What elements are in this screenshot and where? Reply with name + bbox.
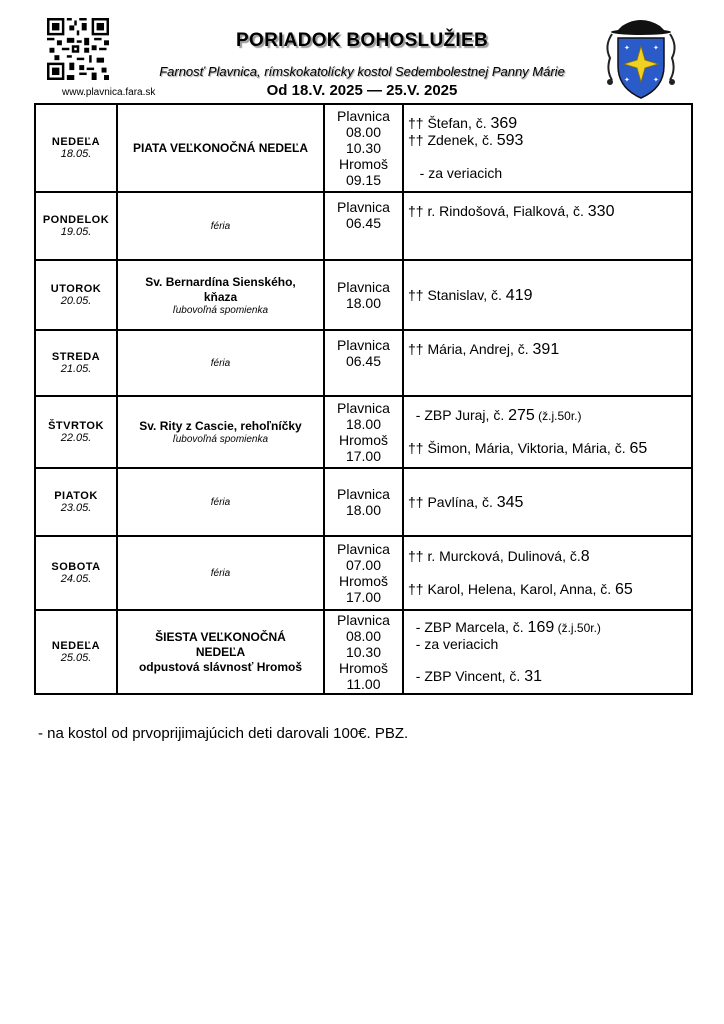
- time-line: 11.00: [346, 676, 381, 692]
- time-line: Plavnica: [337, 108, 390, 124]
- day-name: STREDA: [51, 351, 101, 363]
- feast-cell: [117, 192, 324, 260]
- time-line: 07.00: [345, 557, 382, 573]
- day-name: PONDELOK: [42, 214, 110, 226]
- time-line: Plavnica: [337, 337, 390, 353]
- day-cell: [35, 330, 117, 396]
- feast-cell: [117, 104, 324, 192]
- intention-line: - za veriacich: [408, 165, 503, 181]
- time-cell: [324, 468, 403, 536]
- day-cell: [35, 192, 117, 260]
- feast-cell: [117, 610, 324, 694]
- time-line: Plavnica: [337, 279, 390, 295]
- feast-name: ŠIESTA VEĽKONOČNÁ: [155, 629, 286, 644]
- day-cell: [35, 468, 117, 536]
- time-line: 06.45: [345, 353, 382, 369]
- day-cell: [35, 396, 117, 468]
- table-row: [35, 396, 692, 468]
- feast-name: PIATA VEĽKONOČNÁ NEDEĽA: [132, 140, 309, 155]
- svg-text:✦: ✦: [653, 44, 659, 52]
- parish-crest-icon: [600, 16, 682, 102]
- intention-cell: [403, 468, 692, 536]
- table-row: [35, 468, 692, 536]
- intention-line: †† r. Murcková, Dulinová, č.8: [408, 548, 590, 565]
- feast-name: kňaza: [203, 289, 238, 304]
- feast-name: NEDEĽA: [195, 644, 246, 659]
- time-cell: [324, 104, 403, 192]
- time-line: 18.00: [345, 502, 382, 518]
- intention-line: [408, 149, 691, 165]
- time-line: Hromoš: [338, 573, 388, 589]
- time-line: 08.00: [345, 628, 382, 644]
- intention-line: [408, 565, 691, 581]
- website-url[interactable]: www.plavnica.fara.sk: [62, 87, 156, 98]
- time-cell: [324, 610, 403, 694]
- day-cell: [35, 536, 117, 610]
- page-title: PORIADOK BOHOSLUŽIEB: [236, 30, 488, 51]
- time-line: 18.00: [345, 416, 382, 432]
- intention-line: †† r. Rindošová, Fialková, č. 330: [408, 203, 615, 220]
- time-line: 17.00: [345, 448, 382, 464]
- time-line: Plavnica: [337, 486, 390, 502]
- svg-text:✦: ✦: [624, 76, 630, 84]
- intention-cell: [403, 260, 692, 330]
- intention-line: †† Karol, Helena, Karol, Anna, č. 65: [408, 581, 633, 598]
- day-name: SOBOTA: [51, 561, 101, 573]
- intention-cell: [403, 536, 692, 610]
- time-line: Plavnica: [337, 612, 390, 628]
- intention-line: - za veriacich: [408, 636, 499, 652]
- time-cell: [324, 396, 403, 468]
- intention-line: †† Mária, Andrej, č. 391: [408, 341, 560, 358]
- time-line: Plavnica: [337, 541, 390, 557]
- feast-cell: [117, 330, 324, 396]
- intention-cell: [403, 104, 692, 192]
- intention-line: †† Šimon, Mária, Viktoria, Mária, č. 65: [408, 440, 648, 457]
- feast-cell: [117, 260, 324, 330]
- feast-note: ľubovoľná spomienka: [172, 304, 269, 316]
- day-name: UTOROK: [50, 283, 102, 295]
- intention-cell: [403, 610, 692, 694]
- day-name: PIATOK: [54, 490, 98, 502]
- intention-line: †† Pavlína, č. 345: [408, 493, 524, 511]
- time-line: 10.30: [345, 644, 382, 660]
- table-row: [35, 536, 692, 610]
- time-line: 06.45: [345, 215, 382, 231]
- time-cell: [324, 330, 403, 396]
- day-cell: [35, 610, 117, 694]
- intention-line: [408, 424, 691, 440]
- time-cell: [324, 536, 403, 610]
- day-cell: [35, 104, 117, 192]
- feast-note: féria: [210, 567, 231, 579]
- time-line: 09.15: [345, 172, 382, 188]
- day-date: 25.05.: [60, 652, 92, 664]
- time-line: Hromoš: [338, 432, 388, 448]
- time-line: Hromoš: [338, 660, 388, 676]
- schedule-table: [34, 103, 693, 695]
- svg-text:✦: ✦: [624, 44, 630, 52]
- intention-cell: [403, 396, 692, 468]
- table-row: [35, 610, 692, 694]
- page-subtitle: Farnosť Plavnica, rímskokatolícky kostol Sedembolestnej Panny Márie: [159, 64, 565, 79]
- intention-cell: [403, 192, 692, 260]
- day-date: 23.05.: [60, 502, 92, 514]
- intention-line: - ZBP Juraj, č. 275 (ž.j.50r.): [408, 407, 582, 424]
- day-date: 21.05.: [60, 363, 92, 375]
- time-line: 10.30: [345, 140, 382, 156]
- intention-line: - ZBP Marcela, č. 169 (ž.j.50r.): [408, 619, 601, 636]
- day-date: 19.05.: [60, 226, 92, 238]
- time-cell: [324, 260, 403, 330]
- time-line: Plavnica: [337, 400, 390, 416]
- feast-note: féria: [210, 496, 231, 508]
- table-row: [35, 192, 692, 260]
- day-date: 20.05.: [60, 295, 92, 307]
- day-date: 18.05.: [60, 148, 92, 160]
- time-line: 08.00: [345, 124, 382, 140]
- feast-cell: [117, 396, 324, 468]
- time-line: 18.00: [345, 295, 382, 311]
- intention-line: †† Stanislav, č. 419: [408, 286, 533, 304]
- feast-name: Sv. Rity z Cascie, rehoľníčky: [139, 419, 302, 433]
- day-name: NEDEĽA: [51, 136, 101, 148]
- table-row: [35, 104, 692, 192]
- time-line: 17.00: [345, 589, 382, 605]
- feast-name: Sv. Bernardína Sienského,: [145, 274, 296, 289]
- feast-name: odpustová slávnosť Hromoš: [138, 659, 303, 674]
- table-row: [35, 260, 692, 330]
- table-row: [35, 330, 692, 396]
- day-cell: [35, 260, 117, 330]
- day-name: ŠTVRTOK: [48, 420, 104, 432]
- footer-note: - na kostol od prvoprijimajúcich deti darovali 100€. PBZ.: [38, 725, 409, 742]
- intention-line: - ZBP Vincent, č. 31: [408, 668, 542, 685]
- date-range: Od 18.V. 2025 — 25.V. 2025: [266, 82, 458, 99]
- feast-cell: [117, 468, 324, 536]
- time-line: Hromoš: [338, 156, 388, 172]
- day-name: NEDEĽA: [51, 640, 101, 652]
- intention-cell: [403, 330, 692, 396]
- intention-line: †† Zdenek, č. 593: [408, 132, 524, 149]
- svg-text:✦: ✦: [653, 76, 659, 84]
- feast-note: ľubovoľná spomienka: [172, 434, 269, 445]
- feast-note: féria: [210, 220, 231, 232]
- feast-cell: [117, 536, 324, 610]
- day-date: 24.05.: [60, 573, 92, 585]
- intention-line: [408, 652, 691, 668]
- time-line: Plavnica: [337, 199, 390, 215]
- day-date: 22.05.: [60, 432, 92, 444]
- feast-note: féria: [210, 357, 231, 369]
- time-cell: [324, 192, 403, 260]
- intention-line: †† Štefan, č. 369: [408, 115, 518, 132]
